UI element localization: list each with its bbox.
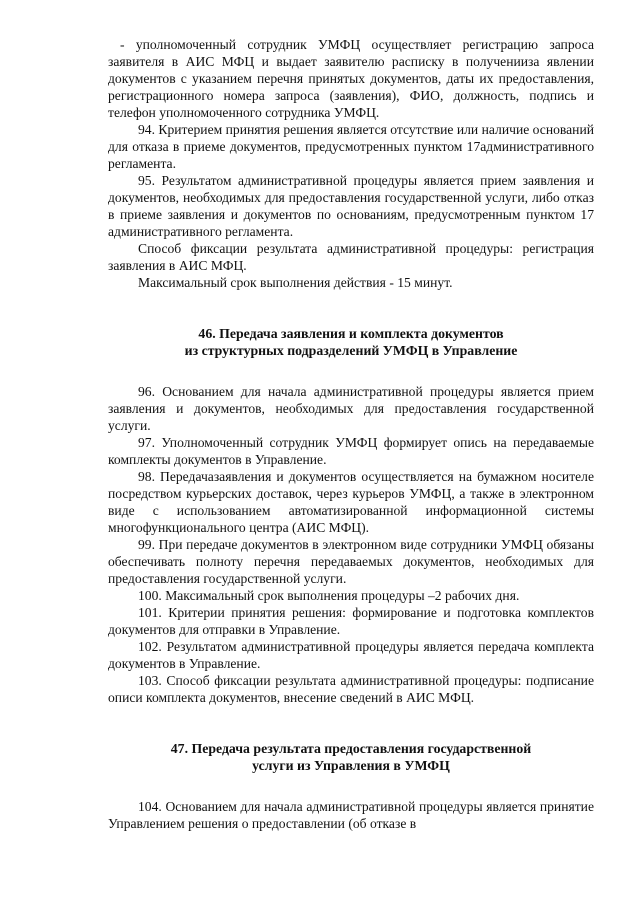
paragraph-95: 95. Результатом административной процедуры является прием заявления и документов, необходимых для предоставления государственной услуги, либо отказ в приеме заявления и документов по основаниям, предусмотренным пунктом 17 административного регламента.	[108, 173, 594, 239]
paragraph-registration: - уполномоченный сотрудник УМФЦ осуществляет регистрацию запроса заявителя в АИС МФЦ и выдает заявителю расписку в полученииза явлении документов с указанием перечня принятых документов, даты их предоставления, регистрационного номера запроса (заявления), ФИО, должность, подпись и телефон уполномоченного сотрудника УМФЦ.	[108, 37, 594, 120]
paragraph-97: 97. Уполномоченный сотрудник УМФЦ формирует опись на передаваемые комплекты документов в Управление.	[108, 435, 594, 467]
section-46-title-line1: 46. Передача заявления и комплекта документов	[198, 326, 504, 341]
section-47-title-line2: услуги из Управления в УМФЦ	[252, 758, 450, 773]
paragraph-103: 103. Способ фиксации результата административной процедуры: подписание описи комплекта документов, внесение сведений в АИС МФЦ.	[108, 673, 594, 705]
section-47-heading	[108, 740, 594, 774]
spacer	[108, 359, 594, 383]
paragraph-fixation-method: Способ фиксации результата административной процедуры: регистрация заявления в АИС МФЦ.	[108, 241, 594, 273]
paragraph-104: 104. Основанием для начала административной процедуры является принятие Управлением решения о предоставлении (об отказе в	[108, 799, 594, 831]
paragraph-max-time: Максимальный срок выполнения действия - 15 минут.	[138, 275, 453, 290]
spacer	[108, 706, 594, 740]
paragraph-94: 94. Критерием принятия решения является отсутствие или наличие оснований для отказа в приеме документов, предусмотренных пунктом 17административного регламента.	[108, 122, 594, 171]
paragraph-101: 101. Критерии принятия решения: формирование и подготовка комплектов документов для отправки в Управление.	[108, 605, 594, 637]
paragraph-100: 100. Максимальный срок выполнения процедуры –2 рабочих дня.	[138, 588, 520, 603]
spacer	[108, 774, 594, 798]
paragraph-102: 102. Результатом административной процедуры является передача комплекта документов в Управление.	[108, 639, 594, 671]
section-46-title-line2: из структурных подразделений УМФЦ в Управление	[184, 343, 518, 358]
section-47-title-line1: 47. Передача результата предоставления государственной	[170, 741, 532, 756]
spacer	[108, 291, 594, 325]
section-46-heading	[108, 325, 594, 359]
paragraph-98: 98. Передачазаявления и документов осуществляется на бумажном носителе посредством курьерских доставок, через курьеров УМФЦ, а также в электронном виде с использованием автоматизированной информационной системы многофункционального центра (АИС МФЦ).	[108, 469, 594, 535]
document-page	[108, 36, 594, 832]
paragraph-99: 99. При передаче документов в электронном виде сотрудники УМФЦ обязаны обеспечивать полноту перечня передаваемых документов, необходимых для предоставления государственной услуги.	[108, 537, 594, 586]
paragraph-96: 96. Основанием для начала административной процедуры является прием заявления и документов, необходимых для предоставления государственной услуги.	[108, 384, 594, 433]
